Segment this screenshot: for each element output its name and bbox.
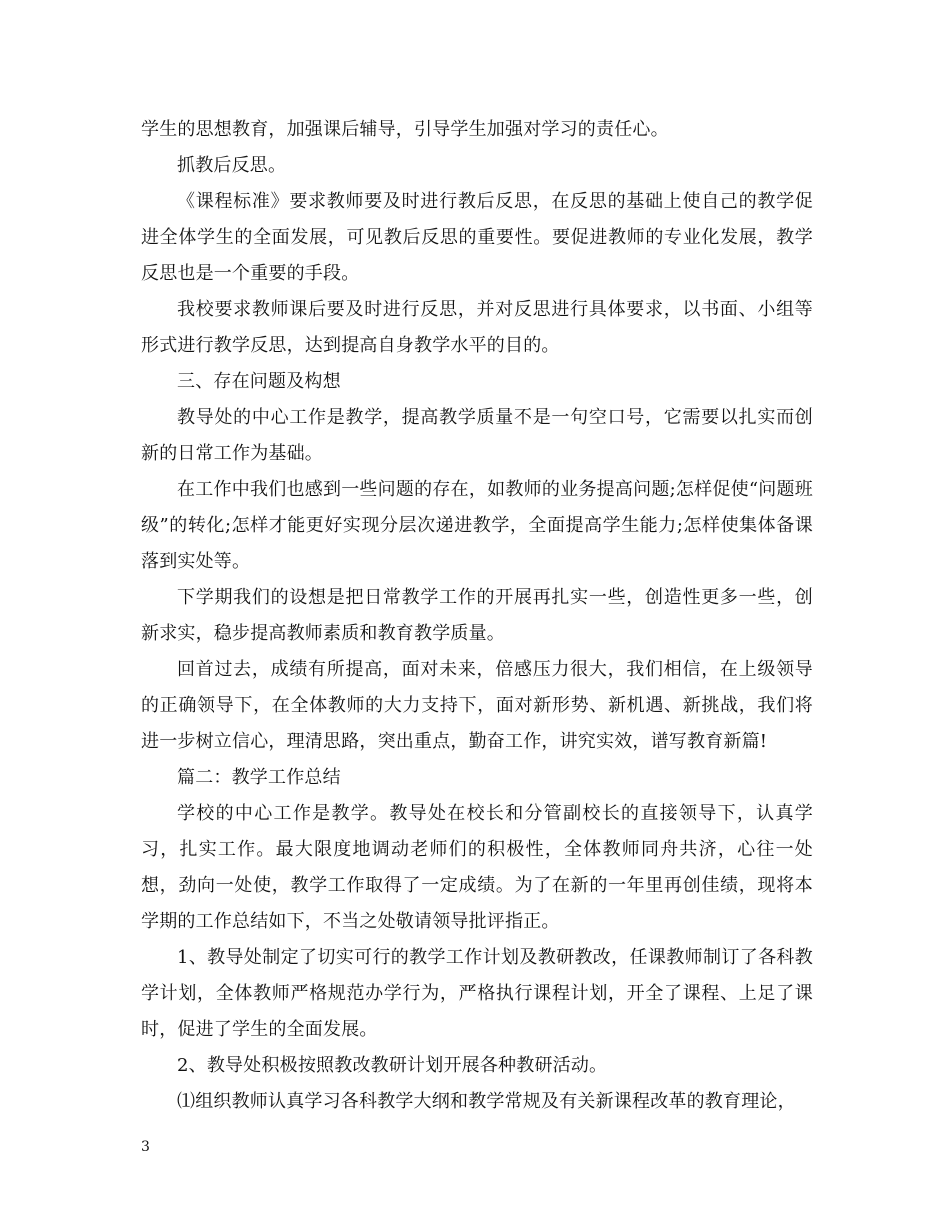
paragraph: 2、教导处积极按照教改教研计划开展各种教研活动。 xyxy=(177,1055,608,1076)
page-number: 3 xyxy=(141,1139,150,1155)
document-body xyxy=(141,112,813,1120)
paragraph: ⑴组织教师认真学习各科教学大纲和教学常规及有关新课程改革的教育理论， xyxy=(177,1091,796,1112)
paragraph: 回首过去，成绩有所提高，面对未来，倍感压力很大，我们相信，在上级领导的正确领导下，在全体教师的大力支持下，面对新形势、新机遇、新挑战，我们将进一步树立信心，理清思路，突出重点，勤奋工作，讲究实效，谱写教育新篇! xyxy=(141,659,813,752)
paragraph: 学校的中心工作是教学。教导处在校长和分管副校长的直接领导下，认真学习，扎实工作。最大限度地调动老师们的积极性，全体教师同舟共济，心往一处想，劲向一处使，教学工作取得了一定成绩。为了在新的一年里再创佳绩，现将本学期的工作总结如下，不当之处敬请领导批评指正。 xyxy=(141,803,813,932)
paragraph: 在工作中我们也感到一些问题的存在，如教师的业务提高问题;怎样促使“问题班级”的转化;怎样才能更好实现分层次递进教学，全面提高学生能力;怎样使集体备课落到实处等。 xyxy=(141,479,813,572)
paragraph: 《课程标准》要求教师要及时进行教后反思，在反思的基础上使自己的教学促进全体学生的全面发展，可见教后反思的重要性。要促进教师的专业化发展，教学反思也是一个重要的手段。 xyxy=(141,191,813,284)
paragraph: 1、教导处制定了切实可行的教学工作计划及教研教改，任课教师制订了各科教学计划，全体教师严格规范办学行为，严格执行课程计划，开全了课程、上足了课时，促进了学生的全面发展。 xyxy=(141,947,813,1040)
section-heading: 篇二：教学工作总结 xyxy=(177,767,341,788)
section-heading: 三、存在问题及构想 xyxy=(177,371,341,392)
paragraph: 我校要求教师课后要及时进行反思，并对反思进行具体要求，以书面、小组等形式进行教学反思，达到提高自身教学水平的目的。 xyxy=(141,299,813,356)
paragraph: 学生的思想教育，加强课后辅导，引导学生加强对学习的责任心。 xyxy=(141,119,669,140)
paragraph: 下学期我们的设想是把日常教学工作的开展再扎实一些，创造性更多一些，创新求实，稳步提高教师素质和教育教学质量。 xyxy=(141,587,813,644)
paragraph: 抓教后反思。 xyxy=(177,155,287,176)
paragraph: 教导处的中心工作是教学，提高教学质量不是一句空口号，它需要以扎实而创新的日常工作为基础。 xyxy=(141,407,813,464)
